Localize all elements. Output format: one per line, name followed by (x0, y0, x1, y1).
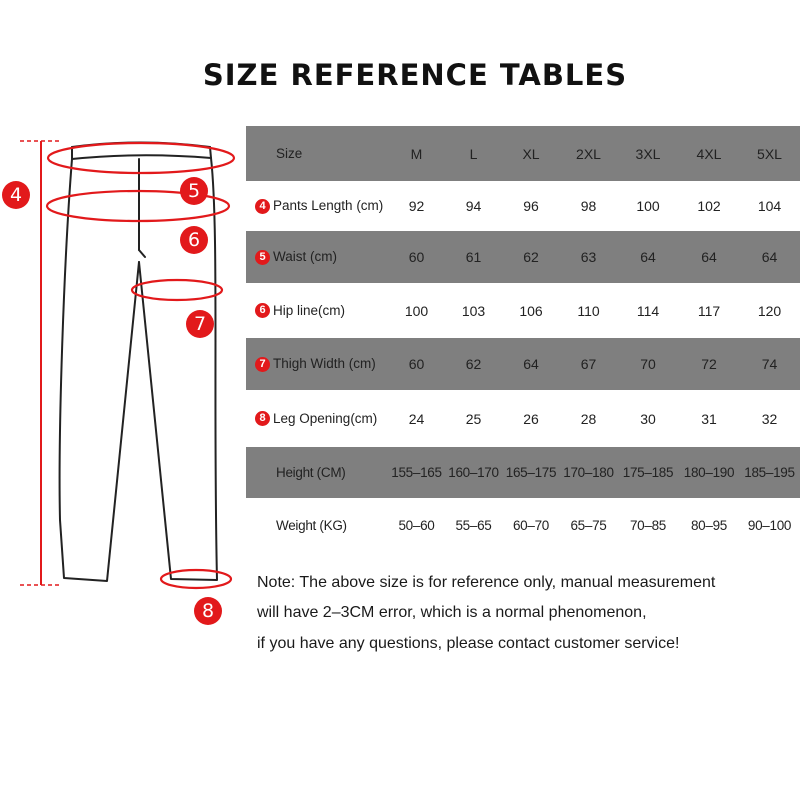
row-label-text: Leg Opening(cm) (273, 410, 378, 426)
row-label-text: Waist (cm) (273, 249, 337, 265)
table-cell: 70–85 (629, 518, 667, 533)
table-cell: 72 (679, 338, 739, 390)
table-cell: 165–175 (502, 447, 560, 498)
table-row-leg-opening (246, 390, 800, 447)
table-cell: 60 (388, 231, 445, 283)
table-cell: 63 (560, 231, 617, 283)
table-cell: 24 (408, 410, 425, 427)
badge-7-icon: 7 (255, 357, 270, 372)
row-label (246, 181, 388, 231)
table-row-pants-length (246, 181, 800, 231)
size-header: XL (502, 126, 560, 181)
table-cell: 180–190 (679, 447, 739, 498)
table-row-weight (246, 498, 800, 553)
table-cell: 155–165 (388, 447, 445, 498)
table-cell: 92 (408, 198, 425, 214)
note-line-3: if you have any questions, please contact customer service! (257, 635, 680, 652)
size-header: L (445, 126, 502, 181)
table-row-height (246, 447, 800, 498)
table-cell: 64 (617, 231, 679, 283)
pants-diagram (0, 0, 245, 800)
size-header: 5XL (739, 126, 800, 181)
table-cell: 55–65 (455, 518, 492, 533)
pants-outline-drawing (0, 0, 245, 800)
table-cell: 160–170 (445, 447, 502, 498)
badge-8-icon: 8 (255, 411, 270, 426)
row-label (246, 338, 388, 390)
table-cell: 120 (757, 302, 782, 319)
table-cell: 64 (679, 231, 739, 283)
table-row-thigh (246, 338, 800, 390)
table-cell: 103 (461, 302, 486, 319)
table-cell: 74 (739, 338, 800, 390)
table-cell: 62 (502, 231, 560, 283)
table-cell: 185–195 (739, 447, 800, 498)
badge-5-icon: 5 (255, 250, 270, 265)
table-cell: 100 (404, 302, 429, 319)
marker-8-icon: 8 (194, 597, 222, 625)
row-label (246, 390, 388, 447)
table-cell: 64 (739, 231, 800, 283)
table-cell: 96 (523, 198, 539, 214)
table-cell: 117 (697, 302, 721, 319)
table-cell: 106 (519, 302, 543, 319)
marker-5-icon: 5 (180, 177, 208, 205)
table-cell: 60–70 (512, 518, 550, 533)
header-label: Size (246, 126, 388, 181)
table-cell: 30 (640, 410, 656, 427)
row-label (246, 231, 388, 283)
size-header: M (388, 126, 445, 181)
table-cell: 90–100 (747, 518, 792, 533)
table-cell: 50–60 (398, 518, 435, 533)
table-cell: 62 (445, 338, 502, 390)
marker-4-icon: 4 (2, 181, 30, 209)
row-label (246, 283, 388, 338)
table-cell: 102 (697, 198, 721, 214)
table-cell: 98 (580, 198, 597, 214)
table-cell: 32 (761, 410, 778, 427)
size-table (246, 126, 800, 553)
table-header-row (246, 126, 800, 181)
table-cell: 25 (465, 410, 482, 427)
table-row-waist (246, 231, 800, 283)
table-cell: 175–185 (617, 447, 679, 498)
row-label: Weight (KG) (276, 518, 347, 533)
table-cell: 61 (445, 231, 502, 283)
row-label-text: Pants Length (cm) (273, 198, 384, 214)
badge-4-icon: 4 (255, 199, 270, 214)
marker-7-icon: 7 (186, 310, 214, 338)
table-cell: 65–75 (570, 518, 607, 533)
table-cell: 110 (577, 302, 600, 319)
table-cell: 104 (757, 198, 782, 214)
page-title: SIZE REFERENCE TABLES (202, 58, 628, 92)
size-header: 3XL (617, 126, 679, 181)
table-cell: 70 (617, 338, 679, 390)
size-header: 2XL (560, 126, 617, 181)
note-line-1: Note: The above size is for reference only, manual measurement (257, 574, 716, 591)
table-row-hip (246, 283, 800, 338)
table-cell: 114 (636, 302, 660, 319)
table-cell: 100 (636, 198, 660, 214)
row-label: Height (CM) (246, 447, 388, 498)
badge-6-icon: 6 (255, 303, 270, 318)
table-cell: 28 (580, 410, 597, 427)
marker-6-icon: 6 (180, 226, 208, 254)
table-cell: 64 (502, 338, 560, 390)
table-cell: 60 (388, 338, 445, 390)
row-label-text: Thigh Width (cm) (273, 356, 376, 372)
table-cell: 94 (465, 198, 482, 214)
table-cell: 31 (701, 410, 717, 427)
table-cell: 26 (523, 410, 539, 427)
table-cell: 80–95 (690, 518, 728, 533)
table-cell: 67 (560, 338, 617, 390)
table-cell: 170–180 (560, 447, 617, 498)
note-line-2: will have 2–3CM error, which is a normal phenomenon, (257, 604, 647, 621)
size-header: 4XL (679, 126, 739, 181)
row-label-text: Hip line(cm) (273, 302, 346, 318)
